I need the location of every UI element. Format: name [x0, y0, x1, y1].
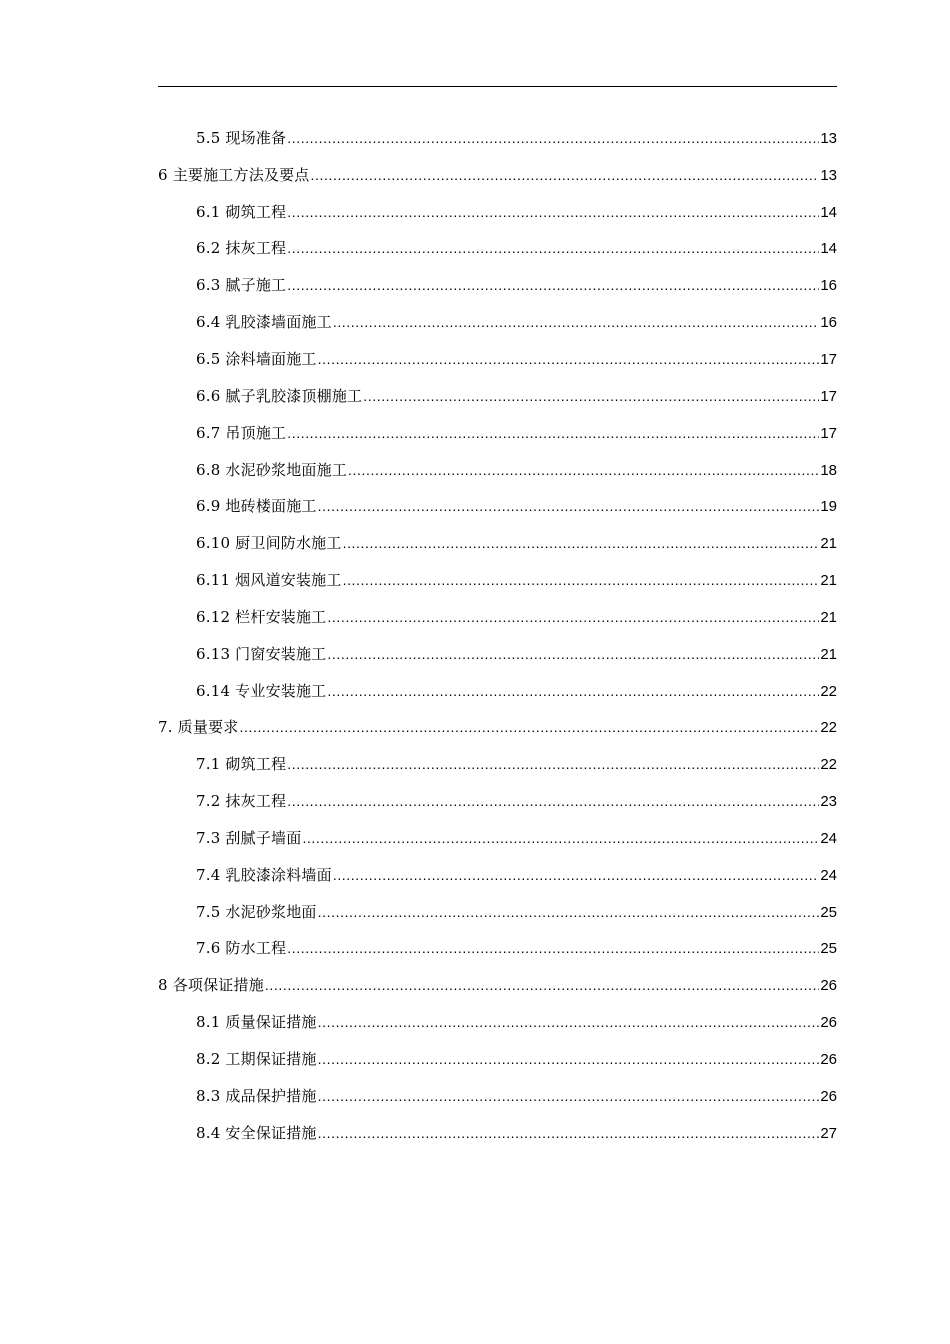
toc-dot-leader: [327, 646, 819, 662]
toc-entry-line: [196, 937, 837, 958]
toc-entry-line: [196, 1011, 837, 1032]
toc-entry-line: [196, 569, 837, 590]
toc-entry-line: [196, 680, 837, 701]
toc-entry-label: 6.13 门窗安装施工: [196, 644, 327, 663]
toc-entry-label: 6.9 地砖楼面施工: [196, 497, 317, 516]
toc-entry-label: 6.10 厨卫间防水施工: [196, 534, 342, 553]
toc-entry-page-number: 17: [820, 387, 837, 405]
toc-dot-leader: [239, 719, 819, 735]
toc-entry-page-number: 18: [820, 461, 837, 479]
toc-entry-label: 8.2 工期保证措施: [196, 1050, 317, 1069]
toc-entry[interactable]: [0, 451, 950, 488]
toc-entry[interactable]: [0, 524, 950, 561]
toc-entry[interactable]: [0, 672, 950, 709]
toc-entry-page-number: 25: [820, 903, 837, 921]
toc-entry-line: [196, 1048, 837, 1069]
toc-entry[interactable]: [0, 1077, 950, 1114]
toc-entry-line: [196, 422, 837, 443]
toc-entry-line: [196, 901, 837, 922]
toc-dot-leader: [318, 904, 820, 920]
toc-entry[interactable]: [0, 487, 950, 524]
toc-entry[interactable]: [0, 414, 950, 451]
toc-entry-label: 8.3 成品保护措施: [196, 1086, 317, 1105]
toc-entry-page-number: 26: [820, 1087, 837, 1105]
toc-entry-label: 7.4 乳胶漆涂料墙面: [196, 865, 332, 884]
toc-dot-leader: [311, 167, 820, 183]
toc-entry-label: 6.4 乳胶漆墙面施工: [196, 313, 332, 332]
toc-entry[interactable]: [0, 303, 950, 340]
toc-entry-label: 8 各项保证措施: [158, 976, 264, 995]
toc-entry-page-number: 26: [820, 977, 837, 995]
toc-entry-page-number: 21: [820, 645, 837, 663]
toc-dot-leader: [343, 535, 820, 551]
toc-entry-label: 6.14 专业安装施工: [196, 681, 327, 700]
toc-entry-label: 7. 质量要求: [158, 718, 239, 737]
toc-entry-page-number: 23: [820, 793, 837, 811]
toc-entry-label: 6.12 栏杆安装施工: [196, 607, 327, 626]
toc-entry-page-number: 21: [820, 608, 837, 626]
toc-entry-page-number: 16: [820, 314, 837, 332]
toc-entry-page-number: 17: [820, 424, 837, 442]
toc-entry-page-number: 13: [820, 166, 837, 184]
toc-entry[interactable]: [0, 745, 950, 782]
toc-entry-label: 7.3 刮腻子墙面: [196, 828, 302, 847]
toc-entry-label: 6.3 腻子施工: [196, 276, 287, 295]
toc-entry-label: 8.4 安全保证措施: [196, 1123, 317, 1142]
header-rule: [158, 86, 837, 87]
toc-dot-leader: [318, 498, 820, 514]
toc-entry-label: 5.5 现场准备: [196, 128, 287, 147]
toc-entry-line: [158, 716, 837, 737]
toc-entry-line: [196, 606, 837, 627]
toc-entry[interactable]: [0, 119, 950, 156]
toc-entry[interactable]: [0, 193, 950, 230]
toc-entry-label: 6.7 吊顶施工: [196, 423, 287, 442]
toc-entry[interactable]: [0, 709, 950, 746]
toc-entry-label: 6 主要施工方法及要点: [158, 165, 310, 184]
toc-entry-label: 6.2 抹灰工程: [196, 239, 287, 258]
toc-entry[interactable]: [0, 377, 950, 414]
toc-entry[interactable]: [0, 340, 950, 377]
toc-entry-page-number: 22: [820, 756, 837, 774]
toc-dot-leader: [265, 977, 819, 993]
toc-entry-line: [196, 643, 837, 664]
toc-entry-label: 6.5 涂料墙面施工: [196, 349, 317, 368]
toc-entry-line: [196, 495, 837, 516]
toc-entry[interactable]: [0, 561, 950, 598]
toc-dot-leader: [327, 683, 819, 699]
toc-entry-label: 6.6 腻子乳胶漆顶棚施工: [196, 386, 363, 405]
toc-entry-line: [196, 532, 837, 553]
toc-entry-label: 7.1 砌筑工程: [196, 755, 287, 774]
toc-entry-line: [196, 274, 837, 295]
toc-entry-page-number: 21: [820, 572, 837, 590]
toc-entry[interactable]: [0, 266, 950, 303]
toc-entry[interactable]: [0, 635, 950, 672]
toc-entry-page-number: 13: [820, 129, 837, 147]
toc-entry[interactable]: [0, 782, 950, 819]
toc-dot-leader: [302, 830, 819, 846]
toc-entry-label: 8.1 质量保证措施: [196, 1013, 317, 1032]
toc-entry-page-number: 22: [820, 682, 837, 700]
toc-entry-page-number: 19: [820, 498, 837, 516]
toc-entry-page-number: 17: [820, 350, 837, 368]
toc-dot-leader: [318, 1014, 820, 1030]
toc-entry-line: [196, 311, 837, 332]
toc-entry-page-number: 21: [820, 535, 837, 553]
toc-entry-page-number: 22: [820, 719, 837, 737]
toc-entry-page-number: 14: [820, 240, 837, 258]
toc-entry-line: [196, 753, 837, 774]
toc-dot-leader: [348, 462, 819, 478]
toc-entry-line: [196, 790, 837, 811]
toc-dot-leader: [287, 793, 819, 809]
toc-dot-leader: [363, 388, 819, 404]
toc-dot-leader: [287, 425, 819, 441]
toc-entry[interactable]: [0, 1040, 950, 1077]
toc-entry-page-number: 14: [820, 203, 837, 221]
toc-entry[interactable]: [0, 1114, 950, 1151]
toc-dot-leader: [287, 204, 819, 220]
toc-entry-page-number: 26: [820, 1051, 837, 1069]
toc-dot-leader: [287, 240, 819, 256]
toc-entry-line: [196, 237, 837, 258]
toc-entry-page-number: 24: [820, 866, 837, 884]
toc-entry-line: [158, 164, 837, 185]
toc-dot-leader: [287, 756, 819, 772]
toc-entry-line: [196, 127, 837, 148]
toc-entry-line: [196, 827, 837, 848]
toc-entry-line: [196, 864, 837, 885]
toc-entry-page-number: 27: [820, 1124, 837, 1142]
toc-entry-line: [196, 348, 837, 369]
toc-entry-line: [196, 1085, 837, 1106]
toc-entry-page-number: 26: [820, 1014, 837, 1032]
toc-entry-line: [158, 974, 837, 995]
toc-dot-leader: [333, 314, 819, 330]
toc-entry-line: [196, 1122, 837, 1143]
toc-entry[interactable]: [0, 230, 950, 267]
toc-entry-page-number: 24: [820, 829, 837, 847]
toc-dot-leader: [287, 277, 819, 293]
toc-dot-leader: [318, 1051, 820, 1067]
toc-entry[interactable]: [0, 819, 950, 856]
toc-entry-page-number: 16: [820, 277, 837, 295]
toc-entry-label: 6.11 烟风道安装施工: [196, 571, 342, 590]
table-of-contents: [0, 119, 950, 1151]
toc-dot-leader: [333, 867, 819, 883]
toc-dot-leader: [318, 1088, 820, 1104]
toc-entry[interactable]: [0, 156, 950, 193]
toc-dot-leader: [343, 572, 820, 588]
toc-entry-label: 7.6 防水工程: [196, 939, 287, 958]
toc-entry-line: [196, 459, 837, 480]
toc-entry-label: 7.2 抹灰工程: [196, 792, 287, 811]
toc-entry-page-number: 25: [820, 940, 837, 958]
toc-entry-label: 7.5 水泥砂浆地面: [196, 902, 317, 921]
toc-entry[interactable]: [0, 598, 950, 635]
toc-entry-line: [196, 201, 837, 222]
toc-entry[interactable]: [0, 893, 950, 930]
toc-entry-label: 6.1 砌筑工程: [196, 202, 287, 221]
toc-dot-leader: [318, 1125, 820, 1141]
toc-entry-label: 6.8 水泥砂浆地面施工: [196, 460, 348, 479]
toc-entry-line: [196, 385, 837, 406]
toc-dot-leader: [287, 130, 819, 146]
toc-dot-leader: [318, 351, 820, 367]
toc-entry[interactable]: [0, 966, 950, 1003]
toc-entry[interactable]: [0, 856, 950, 893]
toc-dot-leader: [287, 940, 819, 956]
toc-dot-leader: [327, 609, 819, 625]
toc-entry[interactable]: [0, 930, 950, 967]
toc-entry[interactable]: [0, 1003, 950, 1040]
